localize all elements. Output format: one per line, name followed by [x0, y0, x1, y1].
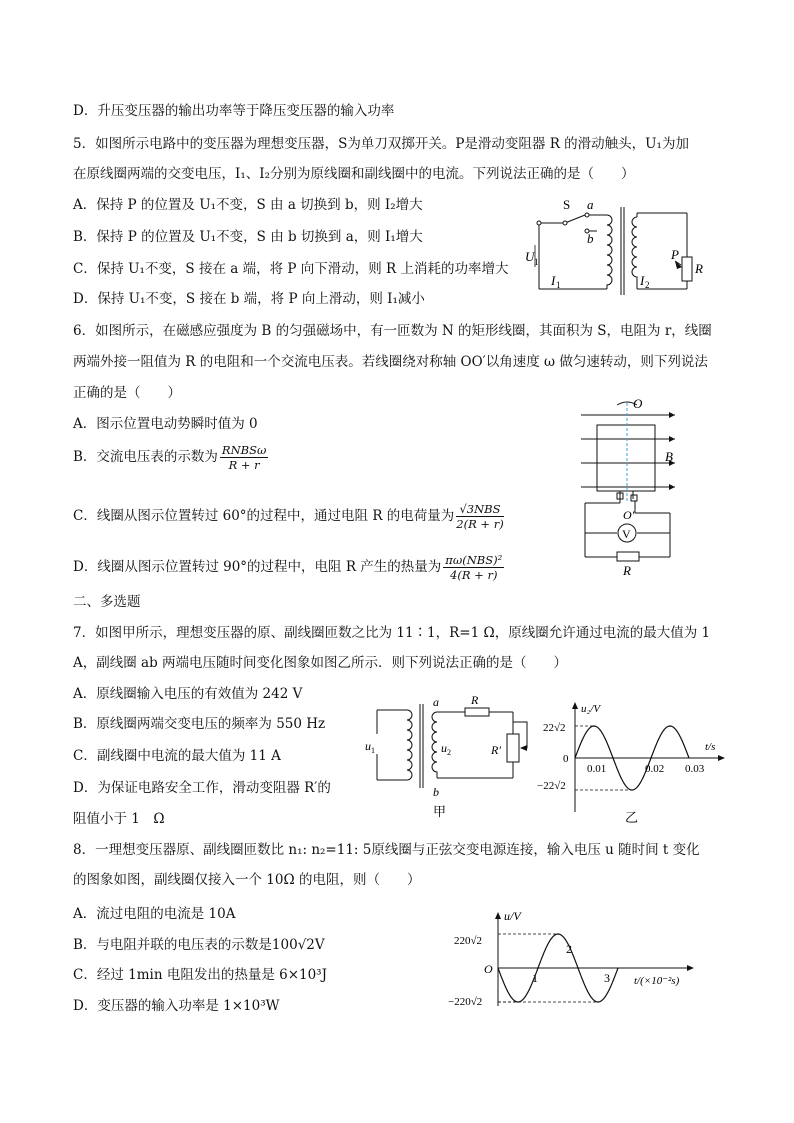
q7-jia-label-r: R	[471, 693, 479, 707]
q5-label-p: P	[671, 247, 679, 262]
q7-option-d-line1: D．为保证电路安全工作，滑动变阻器 R′的	[73, 780, 331, 796]
q8-zero: O	[484, 962, 493, 976]
q5-option-d: D．保持 U₁不变，S 接在 b 端，将 P 向上滑动，则 I₁减小	[73, 291, 425, 307]
q7-circuit-figure-jia	[365, 692, 535, 822]
q5-label-u-sub: 1	[534, 257, 539, 267]
q8-xlabel: t/(×10⁻²s)	[634, 975, 680, 987]
q6-label-b: B	[665, 449, 673, 464]
q7-yi-xtick-3: 0.03	[685, 763, 705, 775]
q6-option-c-text: C．线圈从图示位置转过 60°的过程中，通过电阻 R 的电荷量为	[73, 508, 455, 524]
q6-option-c	[73, 502, 504, 531]
q6-b-numerator: RNBSω	[221, 443, 267, 457]
q7-option-d-line2: 阻值小于 1 Ω	[73, 811, 165, 827]
q7-voltage-graph-yi	[535, 700, 725, 824]
q6-rotating-coil-figure	[575, 395, 685, 580]
q6-stem-line3: 正确的是（ ）	[73, 385, 181, 401]
q5-label-i2: I	[640, 273, 645, 288]
q6-b-denominator: R + r	[228, 458, 260, 472]
q7-option-b: B．原线圈两端交变电压的频率为 550 Hz	[73, 716, 326, 732]
q8-option-d: D．变压器的输入功率是 1×10³W	[73, 998, 280, 1014]
q7-yi-ytick-min: −22√2	[537, 780, 566, 792]
q6-option-b-text: B．交流电压表的示数为	[73, 449, 218, 465]
q8-voltage-graph	[448, 908, 694, 1010]
q6-d-numerator: πω(NBS)²	[445, 553, 503, 567]
q5-label-i1-sub: 1	[556, 280, 561, 290]
q4-option-d: D．升压变压器的输出功率等于降压变压器的输入功率	[73, 103, 395, 119]
q7-jia-label-u2: u	[441, 741, 447, 755]
q7-yi-xtick-1: 0.01	[587, 763, 607, 775]
q8-ylabel: u/V	[504, 909, 521, 923]
q6-option-b	[73, 443, 268, 472]
q5-label-b: b	[587, 231, 594, 246]
q5-stem-line2: 在原线圈两端的交变电压，I₁、I₂分别为原线圈和副线圈中的电流。下列说法正确的是（ ）	[73, 166, 635, 182]
q5-stem-line1: 5．如图所示电路中的变压器为理想变压器，S为单刀双掷开关。P是滑动变阻器 R 的滑动触头，U₁为加	[73, 136, 689, 152]
q7-jia-label-b: b	[433, 785, 439, 799]
q5-option-b: B．保持 P 的位置及 U₁不变，S 由 b 切换到 a，则 I₁增大	[73, 229, 423, 245]
q6-option-d-text: D．线圈从图示位置转过 90°的过程中，电阻 R 产生的热量为	[73, 559, 442, 575]
q8-stem-line1: 8．一理想变压器原、副线圈匝数比 n₁: n₂=11: 5原线圈与正弦交变电源连接，输入电压 u 随时间 t 变化	[73, 842, 700, 858]
section-multiple-choice-heading: 二、多选题	[73, 594, 141, 610]
q5-label-r: R	[695, 261, 703, 276]
q8-xtick-3: 3	[604, 971, 610, 985]
q7-jia-label-r-prime: R′	[491, 743, 501, 757]
q7-jia-caption: 甲	[433, 804, 447, 819]
q5-option-c: C．保持 U₁不变，S 接在 a 端，将 P 向下滑动，则 R 上消耗的功率增大	[73, 261, 509, 277]
q5-label-i1: I	[551, 273, 556, 288]
q8-ytick-min: −220√2	[448, 996, 483, 1008]
q5-label-i2-sub: 2	[645, 280, 650, 290]
q6-label-v: V	[622, 527, 631, 541]
q5-label-a: a	[587, 197, 594, 212]
q7-yi-ytick-max: 22√2	[543, 722, 566, 734]
q6-stem-line1: 6．如图所示，在磁感应强度为 B 的匀强磁场中，有一匝数为 N 的矩形线圈，其面积为 S，电阻为 r，线圈	[73, 323, 712, 339]
q6-label-o-prime: O′	[623, 508, 635, 522]
q8-option-a: A．流过电阻的电流是 10A	[73, 906, 236, 922]
q7-jia-label-u1: u	[365, 739, 371, 753]
q6-c-denominator: 2(R + r)	[456, 517, 504, 531]
q5-label-u: U	[525, 249, 535, 264]
q7-option-a: A．原线圈输入电压的有效值为 242 V	[73, 686, 303, 702]
q6-label-r: R	[623, 563, 631, 578]
q8-stem-line2: 的图象如图，副线圈仅接入一个 10Ω 的电阻，则（ ）	[73, 872, 421, 888]
q8-xtick-2: 2	[566, 942, 572, 956]
q6-option-d	[73, 553, 504, 582]
q6-stem-line2: 两端外接一阻值为 R 的电阻和一个交流电压表。若线圈绕对称轴 OO′以角速度 ω 做匀速转动，则下列说法	[73, 354, 708, 370]
q8-ytick-max: 220√2	[454, 935, 483, 947]
q6-c-numerator: √3NBS	[456, 502, 503, 517]
q6-option-a: A．图示位置电动势瞬时值为 0	[73, 416, 258, 432]
q7-yi-xlabel: t/s	[705, 741, 716, 753]
q8-option-b: B．与电阻并联的电压表的示数是100√2V	[73, 937, 325, 953]
q7-option-c: C．副线圈中电流的最大值为 11 A	[73, 748, 281, 764]
q7-stem-line2: A，副线圈 ab 两端电压随时间变化图象如图乙所示．则下列说法正确的是（ ）	[73, 655, 568, 671]
q7-jia-label-u1-sub: 1	[371, 746, 375, 755]
q8-xtick-1: 1	[532, 971, 538, 985]
q6-label-o: O	[633, 396, 643, 411]
q6-d-denominator: 4(R + r)	[450, 568, 498, 582]
q5-label-s: S	[563, 197, 571, 212]
q7-yi-caption: 乙	[625, 810, 639, 824]
q7-yi-xtick-2: 0.02	[645, 763, 665, 775]
q7-jia-label-a: a	[433, 695, 439, 709]
q7-yi-zero: 0	[563, 753, 569, 765]
q7-jia-label-u2-sub: 2	[447, 748, 451, 757]
q8-option-c: C．经过 1min 电阻发出的热量是 6×10³J	[73, 967, 328, 983]
q7-stem-line1: 7．如图甲所示，理想变压器的原、副线圈匝数之比为 11∶1，R=1 Ω，原线圈允许通过电流的最大值为 1	[73, 625, 711, 641]
q5-transformer-circuit-figure	[525, 197, 715, 302]
q5-option-a: A．保持 P 的位置及 U₁不变，S 由 a 切换到 b，则 I₂增大	[73, 197, 423, 213]
q7-yi-ylabel: u₂/V	[581, 703, 601, 715]
